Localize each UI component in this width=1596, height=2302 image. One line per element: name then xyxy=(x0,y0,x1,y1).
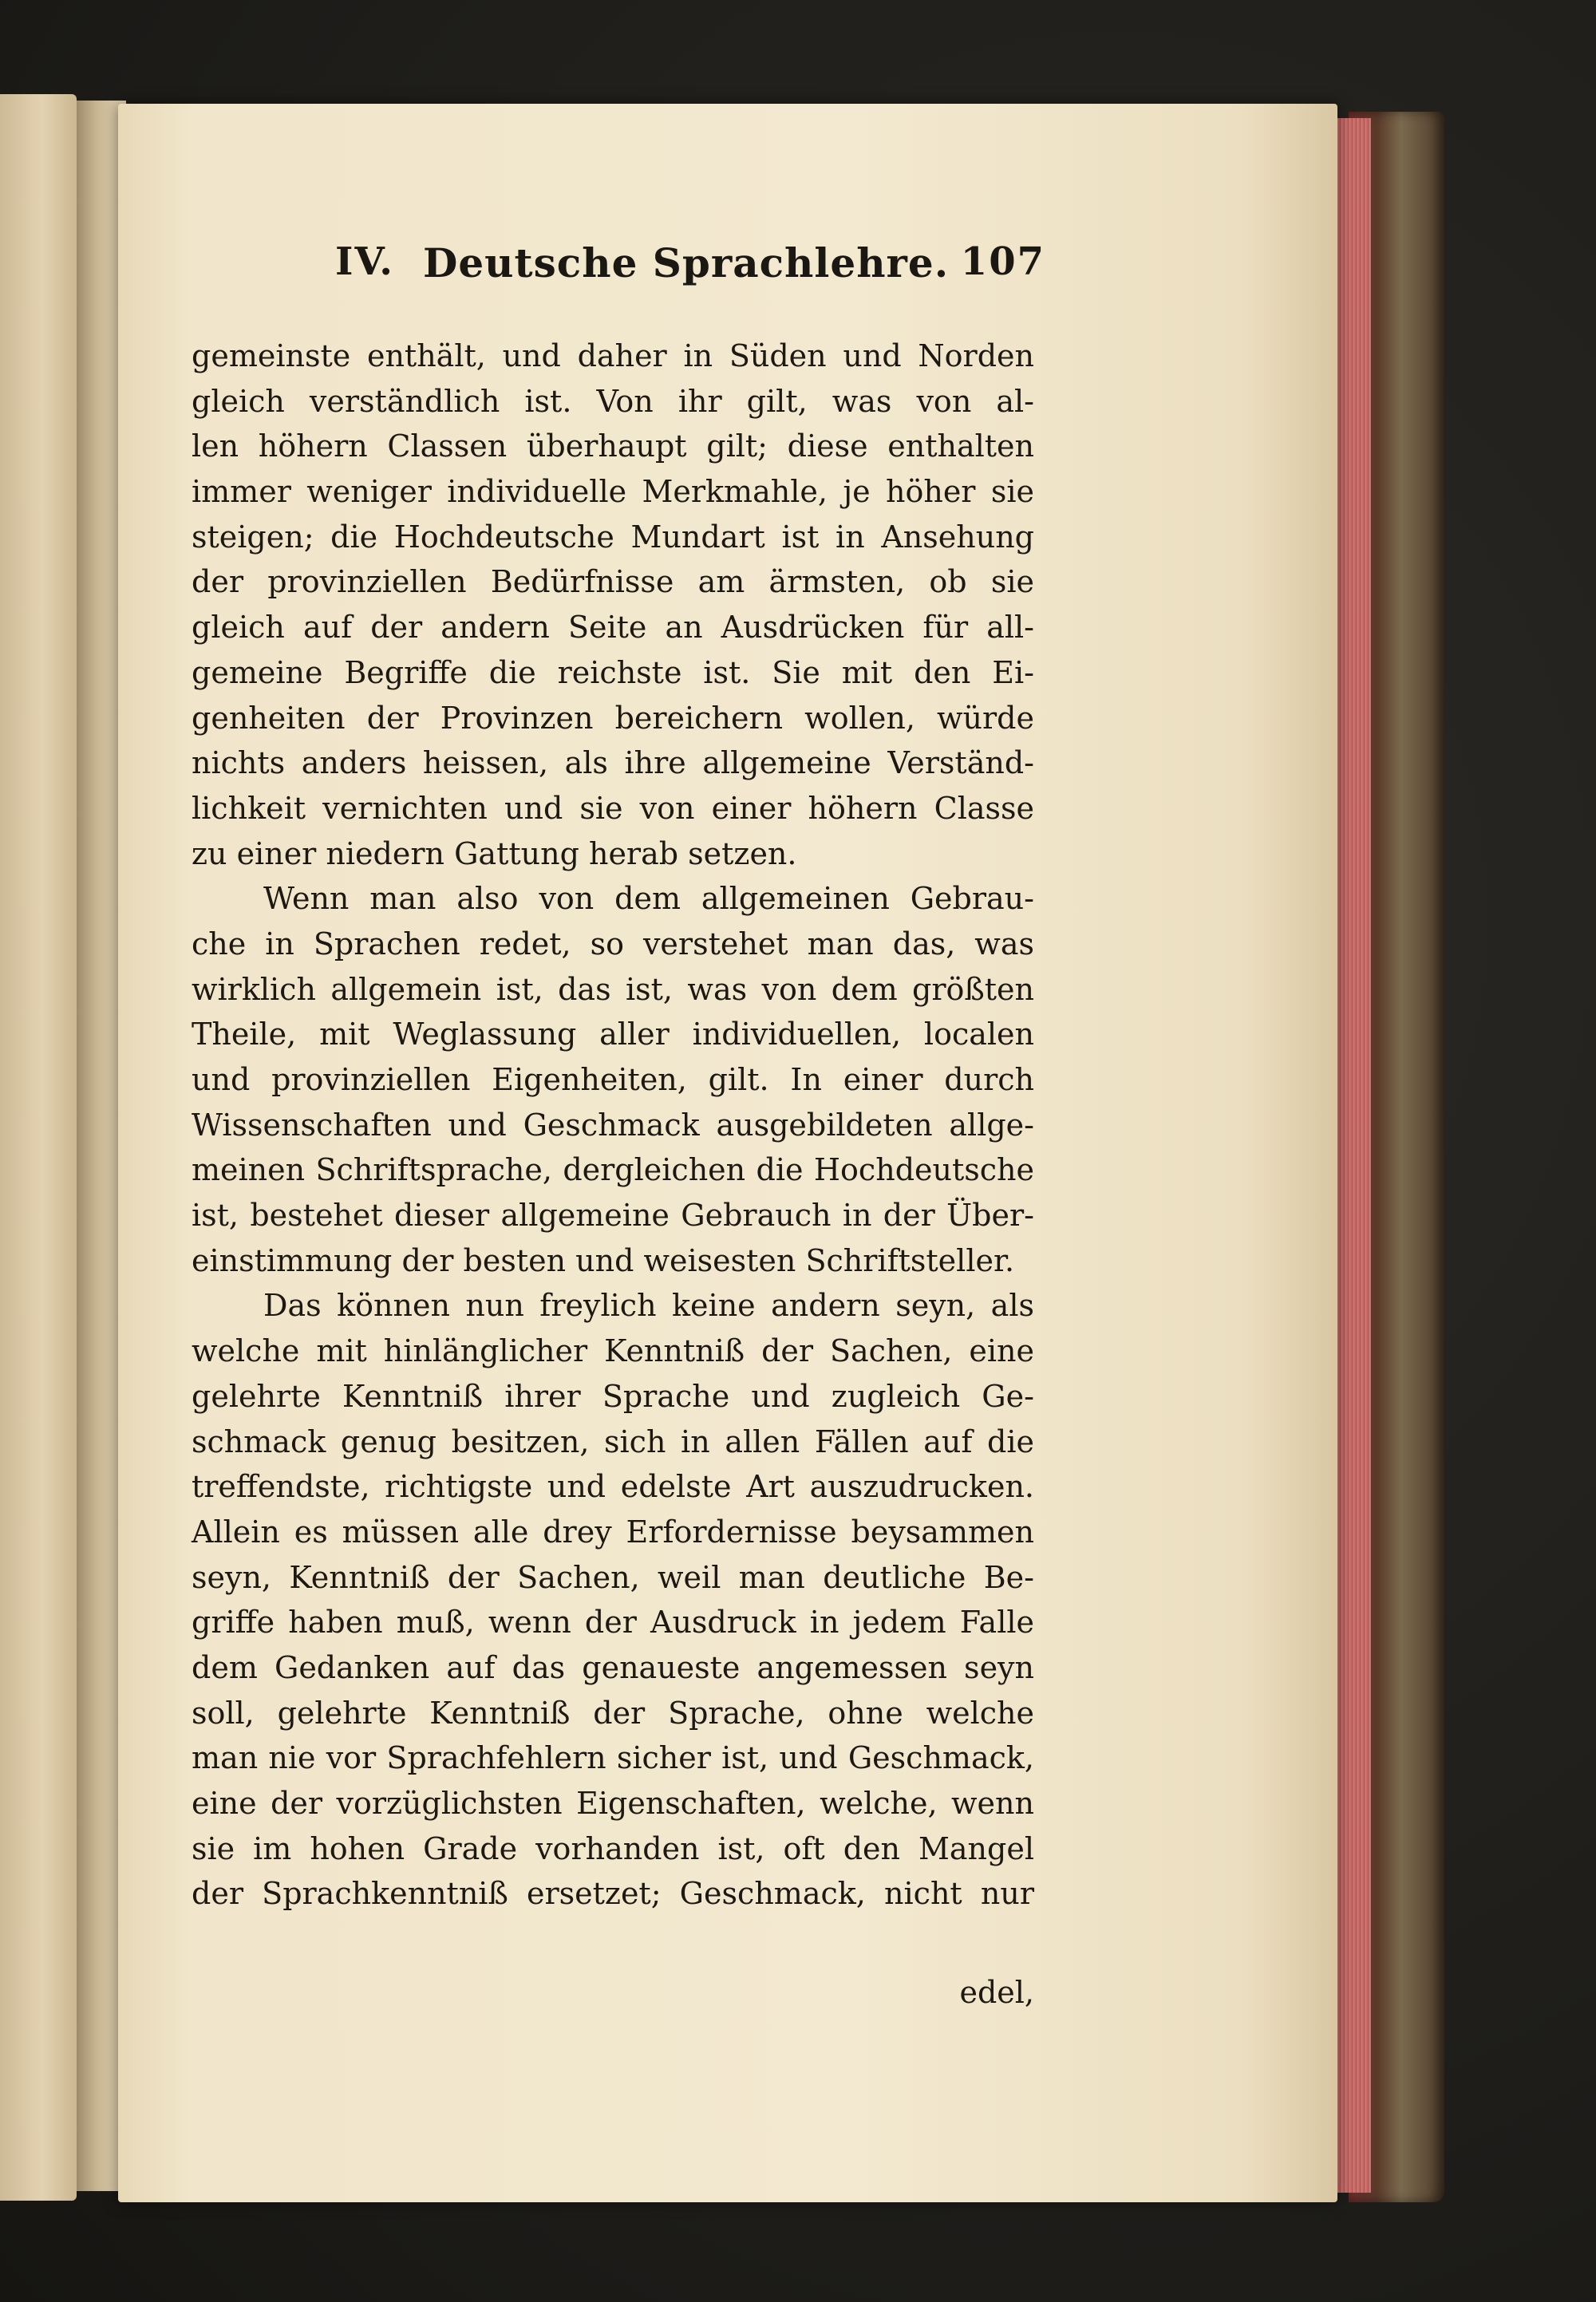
catchword-row xyxy=(192,1975,1034,2020)
text-line: ist, bestehet dieser allgemeine Gebrauch in der Über- xyxy=(192,1198,1034,1234)
text-line: meinen Schriftsprache, dergleichen die Hochdeutsche xyxy=(192,1152,1034,1188)
text-line: steigen; die Hochdeutsche Mundart ist in Ansehung xyxy=(192,519,1034,555)
text-line: Wissenschaften und Geschmack ausgebildeten allge- xyxy=(192,1107,1034,1143)
text-line: lichkeit vernichten und sie von einer höhern Classe xyxy=(192,790,1034,826)
text-line: nichts anders heissen, als ihre allgemeine Verständ- xyxy=(192,745,1034,781)
text-line: gleich auf der andern Seite an Ausdrücken für all- xyxy=(192,610,1034,646)
text-line: schmack genug besitzen, sich in allen Fällen auf die xyxy=(192,1423,1034,1459)
text-line: gleich verständlich ist. Von ihr gilt, was von al- xyxy=(192,383,1034,419)
text-line: wirklich allgemein ist, das ist, was von dem größten xyxy=(192,971,1034,1007)
text-line: der Sprachkenntniß ersetzet; Geschmack, nicht nur xyxy=(192,1876,1034,1912)
page-edges xyxy=(1334,118,1371,2193)
text-line: gelehrte Kenntniß ihrer Sprache und zugleich Ge- xyxy=(192,1378,1034,1414)
text-line: che in Sprachen redet, so verstehet man das, was xyxy=(192,926,1034,961)
text-line: Theile, mit Weglassung aller individuellen, localen xyxy=(192,1017,1034,1052)
section-number: IV. xyxy=(335,239,395,284)
text-line: dem Gedanken auf das genaueste angemessen seyn xyxy=(192,1649,1034,1685)
text-line: treffendste, richtigste und edelste Art auszudrucken. xyxy=(192,1469,1034,1505)
text-line: soll, gelehrte Kenntniß der Sprache, ohne welche xyxy=(192,1695,1034,1731)
text-line: Wenn man also von dem allgemeinen Gebrau- xyxy=(263,881,1034,917)
body-text xyxy=(192,334,1034,1917)
page-number: 107 xyxy=(960,239,1045,284)
text-line: seyn, Kenntniß der Sachen, weil man deutliche Be- xyxy=(192,1559,1034,1595)
text-line: und provinziellen Eigenheiten, gilt. In einer durch xyxy=(192,1062,1034,1097)
text-line: gemeine Begriffe die reichste ist. Sie mit den Ei- xyxy=(192,654,1034,690)
text-line: genheiten der Provinzen bereichern wollen, würde xyxy=(192,700,1034,736)
text-line: welche mit hinlänglicher Kenntniß der Sachen, eine xyxy=(192,1333,1034,1369)
text-line: gemeinste enthält, und daher in Süden und Norden xyxy=(192,338,1034,373)
text-line: zu einer niedern Gattung herab setzen. xyxy=(192,835,797,871)
running-title: Deutsche Sprachlehre. xyxy=(423,239,950,286)
catchword: edel, xyxy=(959,1975,1034,2010)
text-line: Allein es müssen alle drey Erfordernisse beysammen xyxy=(192,1514,1034,1550)
text-line: man nie vor Sprachfehlern sicher ist, und Geschmack, xyxy=(192,1740,1034,1776)
running-header xyxy=(184,239,1045,303)
facing-page-edge xyxy=(0,94,77,2201)
text-line: griffe haben muß, wenn der Ausdruck in jedem Falle xyxy=(192,1605,1034,1641)
text-line: immer weniger individuelle Merkmahle, je höher sie xyxy=(192,474,1034,510)
text-line: len höhern Classen überhaupt gilt; diese enthalten xyxy=(192,428,1034,464)
text-line: Das können nun freylich keine andern seyn, als xyxy=(263,1288,1034,1324)
text-line: einstimmung der besten und weisesten Schriftsteller. xyxy=(192,1242,1015,1278)
text-line: sie im hohen Grade vorhanden ist, oft den Mangel xyxy=(192,1830,1034,1866)
text-line: der provinziellen Bedürfnisse am ärmsten, ob sie xyxy=(192,564,1034,600)
text-line: eine der vorzüglichsten Eigenschaften, welche, wenn xyxy=(192,1786,1034,1821)
